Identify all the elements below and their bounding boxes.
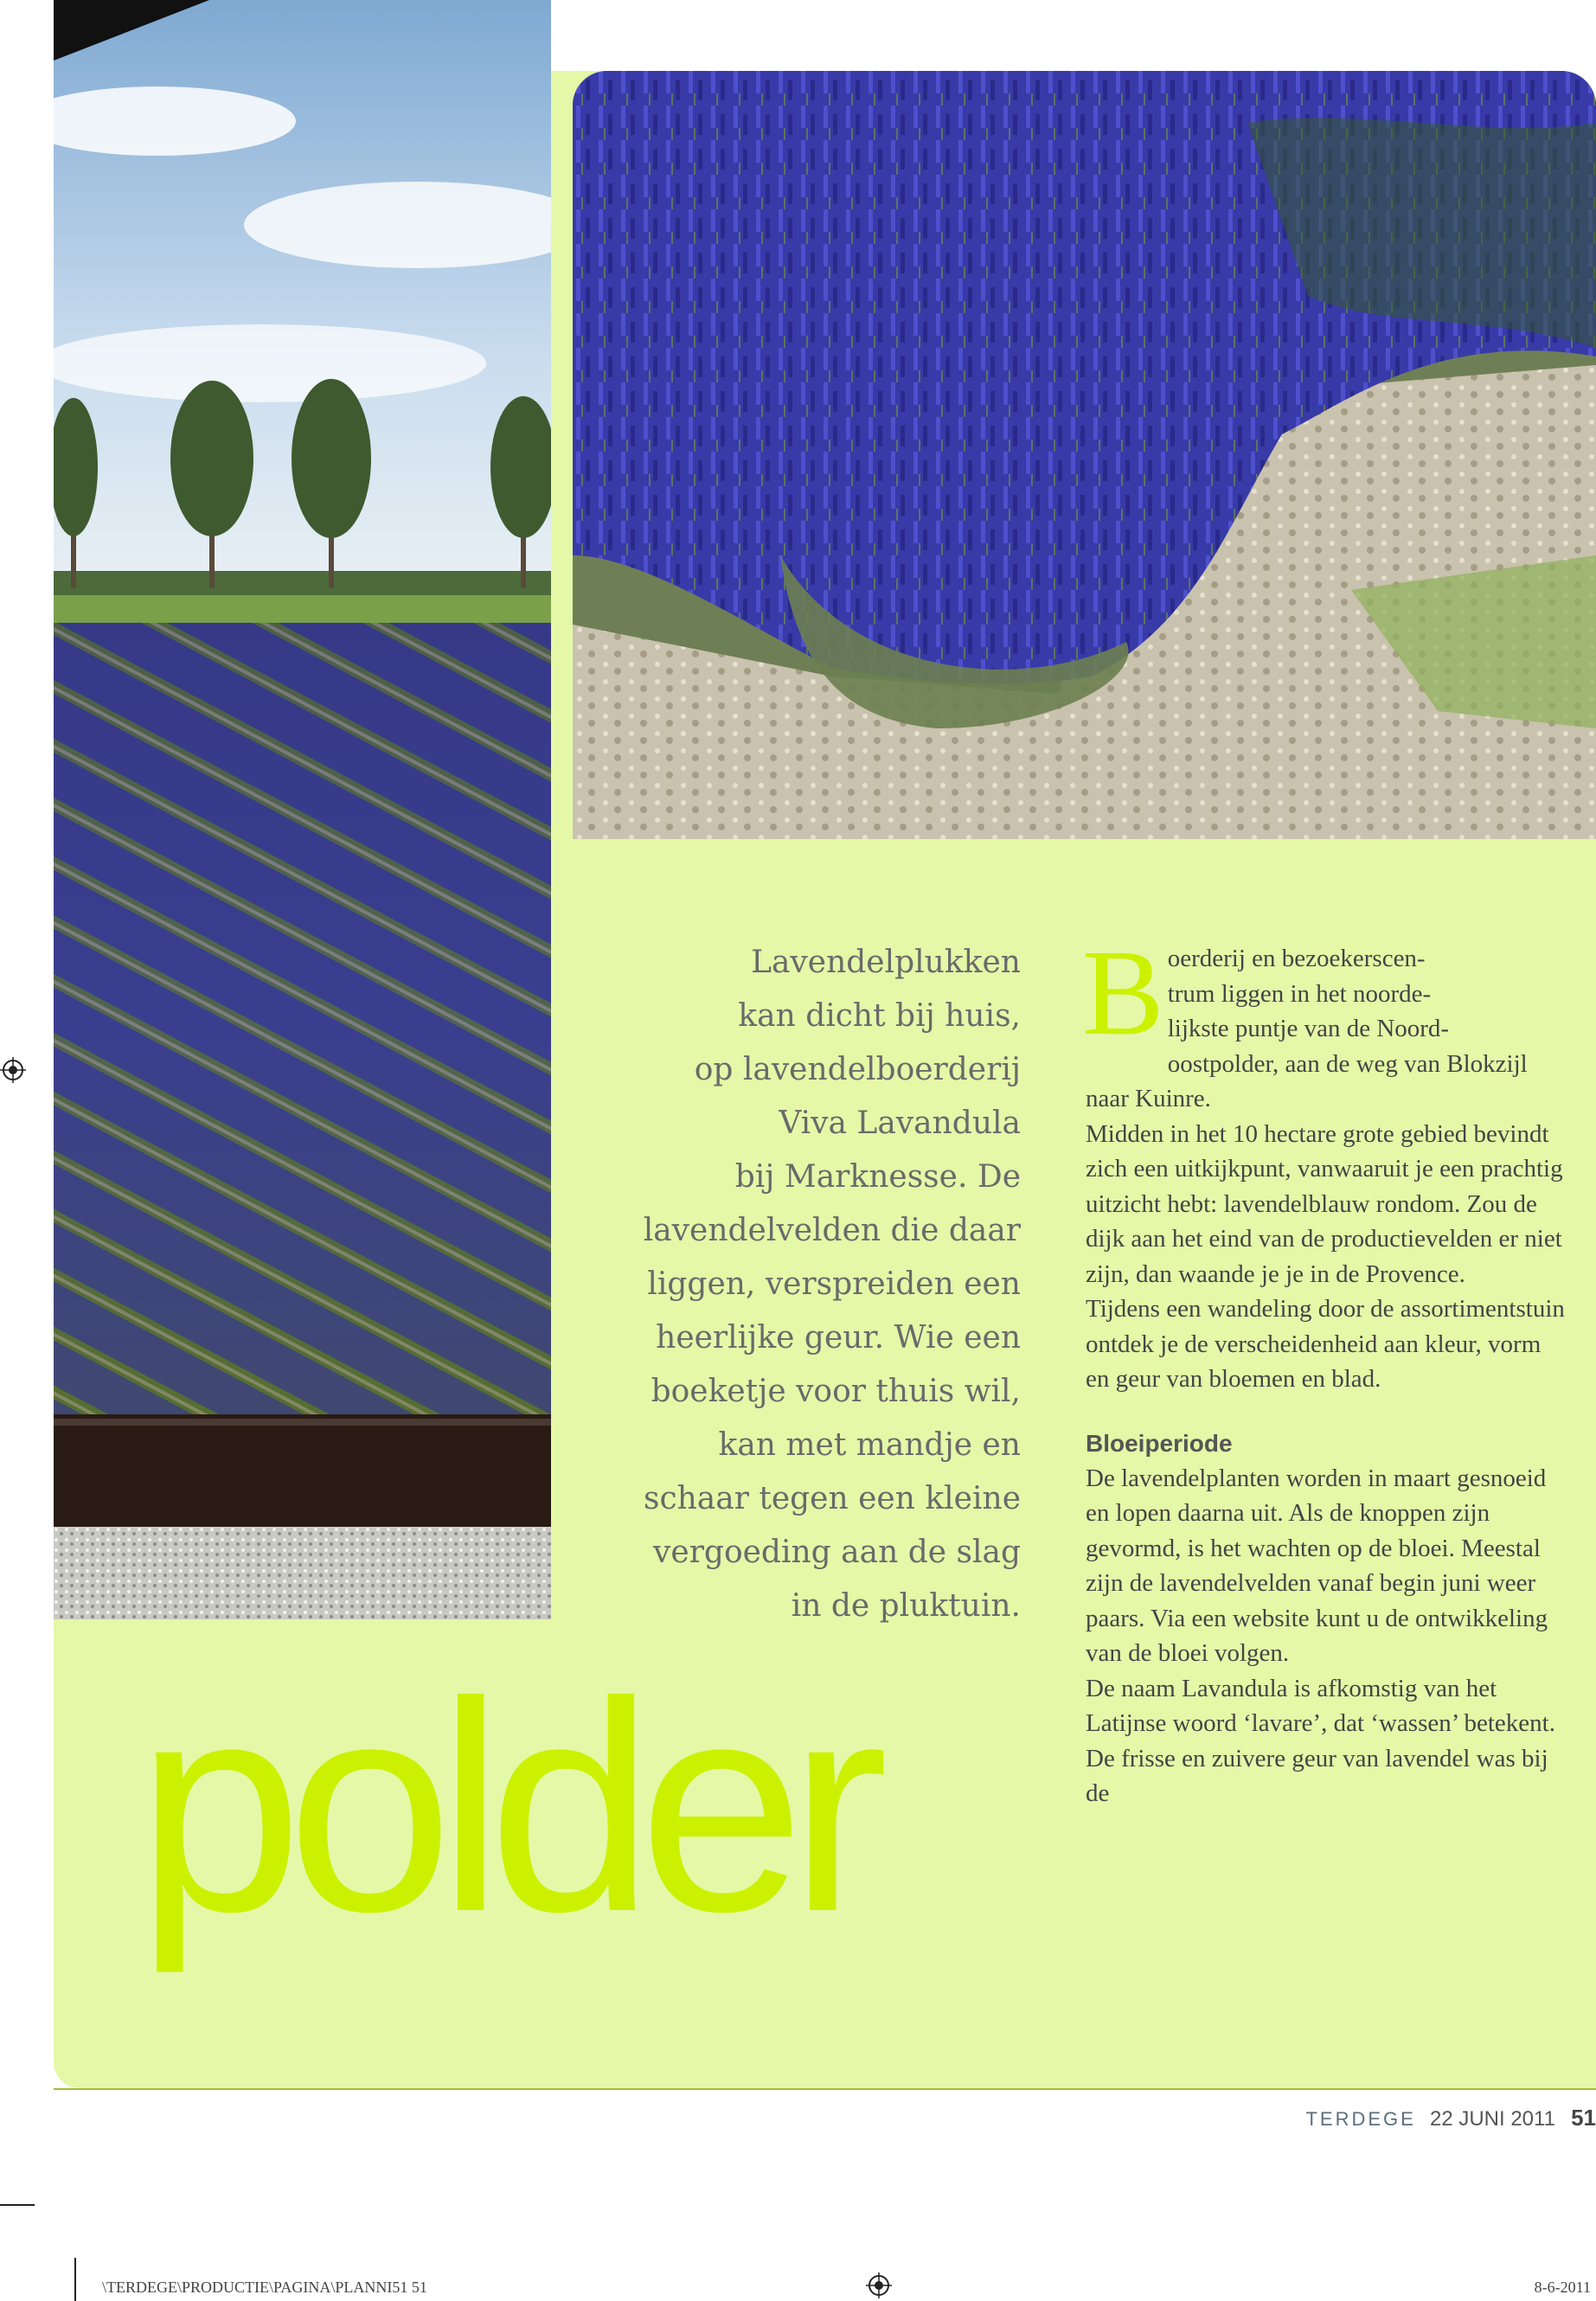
registration-mark-icon [866,2272,892,2298]
article-body [1082,924,1570,1811]
intro-line: boeketje voor thuis wil, [651,1374,1021,1409]
intro-line: in de pluktuin. [791,1588,1021,1624]
body-line: naar Kuinre. [1086,1085,1211,1112]
subheading: Bloeiperiode [1086,1429,1233,1457]
intro-line: lavendelvelden die daar [643,1213,1021,1248]
intro-line: Lavendelplukken [751,945,1021,980]
body-line: oerderij en bezoekerscen- [1167,945,1426,972]
paragraph: Tijdens een wandeling door de assortimentstuin ontdek je de verscheidenheid aan kleur, vorm en geur van bloemen en blad. [1086,1295,1565,1393]
magazine-name: TERDEGE [1305,2108,1416,2130]
intro-line: kan met mandje en [718,1427,1021,1463]
intro-line: liggen, verspreiden een [647,1266,1021,1302]
issue-date: 22 JUNI 2011 [1429,2107,1555,2131]
dropcap: B [1082,924,1164,1061]
page-number: 51 [1571,2105,1596,2131]
slug-path: \TERDEGE\PRODUCTIE\PAGINA\PLANNI51 51 [102,2279,427,2296]
paragraph: De lavendelplanten worden in maart gesnoeid en lopen daarna uit. Als de knoppen zijn gevormd, is het wachten op de bloei. Meestal zijn de lavendelvelden vanaf begin juni weer paars. Via een website kunt u de ontwikkeling van de bloei volgen. [1086,1464,1548,1667]
paragraph: Midden in het 10 hectare grote gebied bevindt zich een uitkijkpunt, vanwaaruit je een prachtig uitzicht hebt: lavendelblauw rondom. Zou de dijk aan het eind van de productievelden er niet zijn, dan waande je je in de Provence. [1086,1119,1563,1288]
lavender-field-photo [54,0,551,1619]
trim-mark [0,2204,35,2206]
body-line: oostpolder, aan de weg van Blokzijl [1167,1049,1528,1078]
panel-bottom-edge [54,2088,1596,2090]
intro-line: heerlijke geur. Wie een [656,1320,1021,1356]
intro-line: schaar tegen een kleine [643,1481,1021,1516]
trim-mark [74,2258,76,2301]
registration-mark-icon [0,1057,26,1083]
headline-word: polder [137,1641,874,1974]
slug-date: 8-6-2011 [1534,2279,1591,2296]
body-line: trum liggen in het noorde- [1167,979,1432,1008]
page-footer [1305,2105,1596,2131]
intro-line: Viva Lavandula [779,1106,1021,1141]
paragraph: De naam Lavandula is afkomstig van het Latijnse woord ‘lavare’, dat ‘wassen’ betekent. De frisse en zuivere geur van lavendel was bij de [1086,1674,1555,1807]
intro-line: bij Marknesse. De [734,1159,1021,1195]
intro-line: op lavendelboerderij [694,1052,1021,1087]
intro-text [606,936,1021,1633]
body-line: lijkste puntje van de Noord- [1167,1015,1450,1042]
intro-line: kan dicht bij huis, [738,998,1021,1034]
lavender-bush-photo [573,71,1596,839]
intro-line: vergoeding aan de slag [653,1535,1021,1570]
